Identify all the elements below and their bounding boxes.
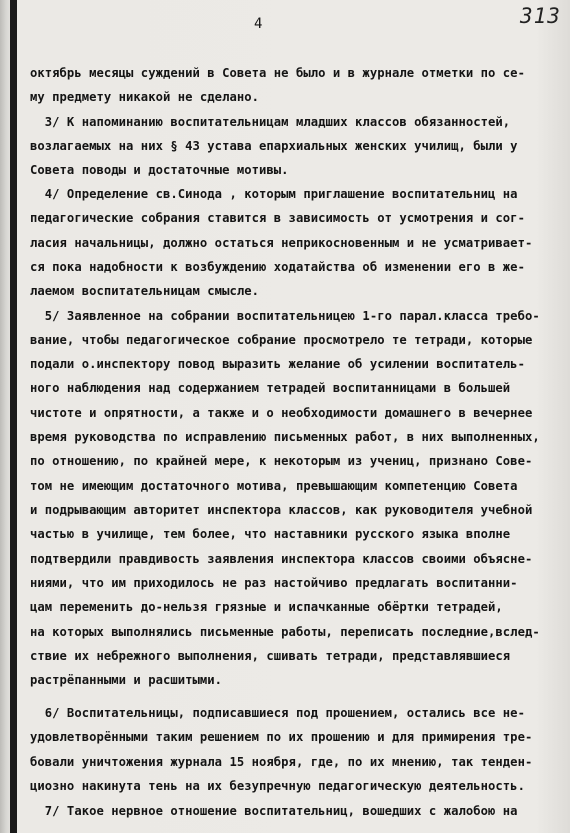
text-line: подали о.инспектору повод выразить желание об усилении воспитатель- <box>30 357 525 371</box>
text-line: Совета поводы и достаточные мотивы. <box>30 163 289 177</box>
text-line: 4/ Определение св.Синода , которым приглашение воспитательниц на <box>30 187 518 201</box>
text-line: 3/ К напоминанию воспитательницам младших классов обязанностей, <box>30 115 511 129</box>
text-line: удовлетворёнными таким решением по их прошению и для примирения тре- <box>30 730 533 744</box>
archive-sheet-number: 313 <box>520 4 561 28</box>
text-line: частью в училище, тем более, что наставники русского языка вполне <box>30 527 511 541</box>
text-line: педагогические собрания ставится в зависимость от усмотрения и сог- <box>30 211 525 225</box>
text-line: октябрь месяцы суждений в Совета не было и в журнале отметки по се- <box>30 66 525 80</box>
text-line: 5/ Заявленное на собрании воспитательницею 1-го парал.класса требо- <box>30 309 540 323</box>
text-line: том не имеющим достаточного мотива, превышающим компетенцию Совета <box>30 479 518 493</box>
text-line: растрёпанными и расшитыми. <box>30 673 223 687</box>
text-line: ся пока надобности к возбуждению ходатайства об изменении его в же- <box>30 260 525 274</box>
text-line: 6/ Воспитательницы, подписавшиеся под прошением, остались все не- <box>30 706 525 720</box>
text-line: ного наблюдения над содержанием тетрадей воспитанницами в большей <box>30 381 511 395</box>
text-line: и подрывающим авторитет инспектора классов, как руководителя учебной <box>30 503 533 517</box>
text-line: чистоте и опрятности, а также и о необходимости домашнего в вечернее <box>30 406 533 420</box>
text-line: подтвердили правдивость заявления инспектора классов своими объясне- <box>30 552 533 566</box>
text-line: му предмету никакой не сделано. <box>30 90 260 104</box>
page-number: 4 <box>254 16 263 32</box>
text-line: ствие их небрежного выполнения, сшивать тетради, представлявшиеся <box>30 649 511 663</box>
text-line: циозно накинута тень на их безупречную педагогическую деятельность. <box>30 779 525 793</box>
text-line: ниями, что им приходилось не раз настойчиво предлагать воспитанни- <box>30 576 518 590</box>
text-line: бовали уничтожения журнала 15 ноября, где, по их мнению, так тенден- <box>30 755 533 769</box>
text-line: 7/ Такое нервное отношение воспитательниц, вошедших с жалобою на <box>30 804 518 818</box>
text-line: вание, чтобы педагогическое собрание просмотрело те тетради, которые <box>30 333 533 347</box>
text-line: лаемом воспитательницам смысле. <box>30 284 260 298</box>
text-line: по отношению, по крайней мере, к некоторым из учениц, признано Сове- <box>30 454 533 468</box>
text-line: ласия начальницы, должно остаться неприкосновенным и не усматривает- <box>30 236 533 250</box>
text-line: время руководства по исправлению письменных работ, в них выполненных, <box>30 430 540 444</box>
text-line: возлагаемых на них § 43 устава епархиальных женских училищ, были у <box>30 139 518 153</box>
text-line: на которых выполнялись письменные работы, переписать последние,вслед- <box>30 625 540 639</box>
text-line: цам переменить до-нельзя грязные и испачканные обёртки тетрадей, <box>30 600 503 614</box>
